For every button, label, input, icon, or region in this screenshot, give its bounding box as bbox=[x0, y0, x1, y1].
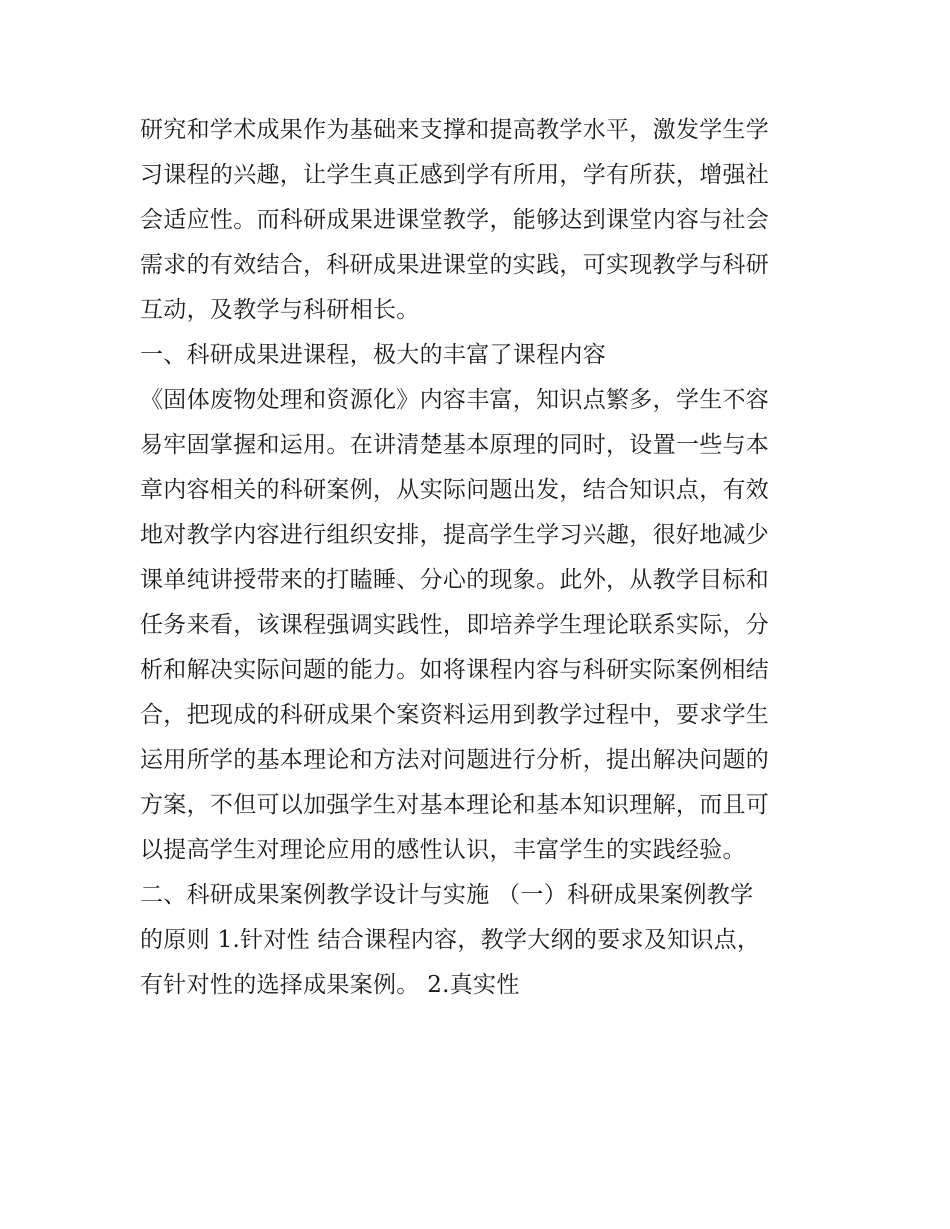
text-line: 章内容相关的科研案例，从实际问题出发，结合知识点，有效 bbox=[140, 477, 770, 503]
text-line: 以提高学生对理论应用的感性认识，丰富学生的实践经验。 bbox=[140, 837, 746, 863]
section-heading-1: 一、科研成果进课程，极大的丰富了课程内容 bbox=[140, 342, 606, 368]
body-text bbox=[140, 108, 830, 1008]
text-line: 研究和学术成果作为基础来支撑和提高教学水平，激发学生学 bbox=[140, 117, 770, 143]
text-line: 《固体废物处理和资源化》内容丰富，知识点繁多，学生不容 bbox=[140, 387, 770, 413]
text-line: 任务来看，该课程强调实践性，即培养学生理论联系实际，分 bbox=[140, 612, 770, 638]
text-line: 需求的有效结合，科研成果进课堂的实践，可实现教学与科研 bbox=[140, 252, 770, 278]
text-line: 析和解决实际问题的能力。如将课程内容与科研实际案例相结 bbox=[140, 657, 770, 683]
text-line: 有针对性的选择成果案例。 2.真实性 bbox=[140, 972, 520, 998]
text-line: 方案，不但可以加强学生对基本理论和基本知识理解，而且可 bbox=[140, 792, 770, 818]
text-line: 的原则 1.针对性 结合课程内容，教学大纲的要求及知识点， bbox=[140, 927, 761, 953]
text-line: 运用所学的基本理论和方法对问题进行分析，提出解决问题的 bbox=[140, 747, 770, 773]
text-line: 互动，及教学与科研相长。 bbox=[140, 297, 420, 323]
text-line: 易牢固掌握和运用。在讲清楚基本原理的同时，设置一些与本 bbox=[140, 432, 770, 458]
section-heading-2: 二、科研成果案例教学设计与实施 （一）科研成果案例教学 bbox=[140, 882, 754, 908]
text-line: 课单纯讲授带来的打瞌睡、分心的现象。此外，从教学目标和 bbox=[140, 567, 770, 593]
text-line: 地对教学内容进行组织安排，提高学生学习兴趣，很好地减少 bbox=[140, 522, 770, 548]
text-line: 合，把现成的科研成果个案资料运用到教学过程中，要求学生 bbox=[140, 702, 770, 728]
text-line: 习课程的兴趣，让学生真正感到学有所用，学有所获，增强社 bbox=[140, 162, 770, 188]
text-line: 会适应性。而科研成果进课堂教学，能够达到课堂内容与社会 bbox=[140, 207, 770, 233]
